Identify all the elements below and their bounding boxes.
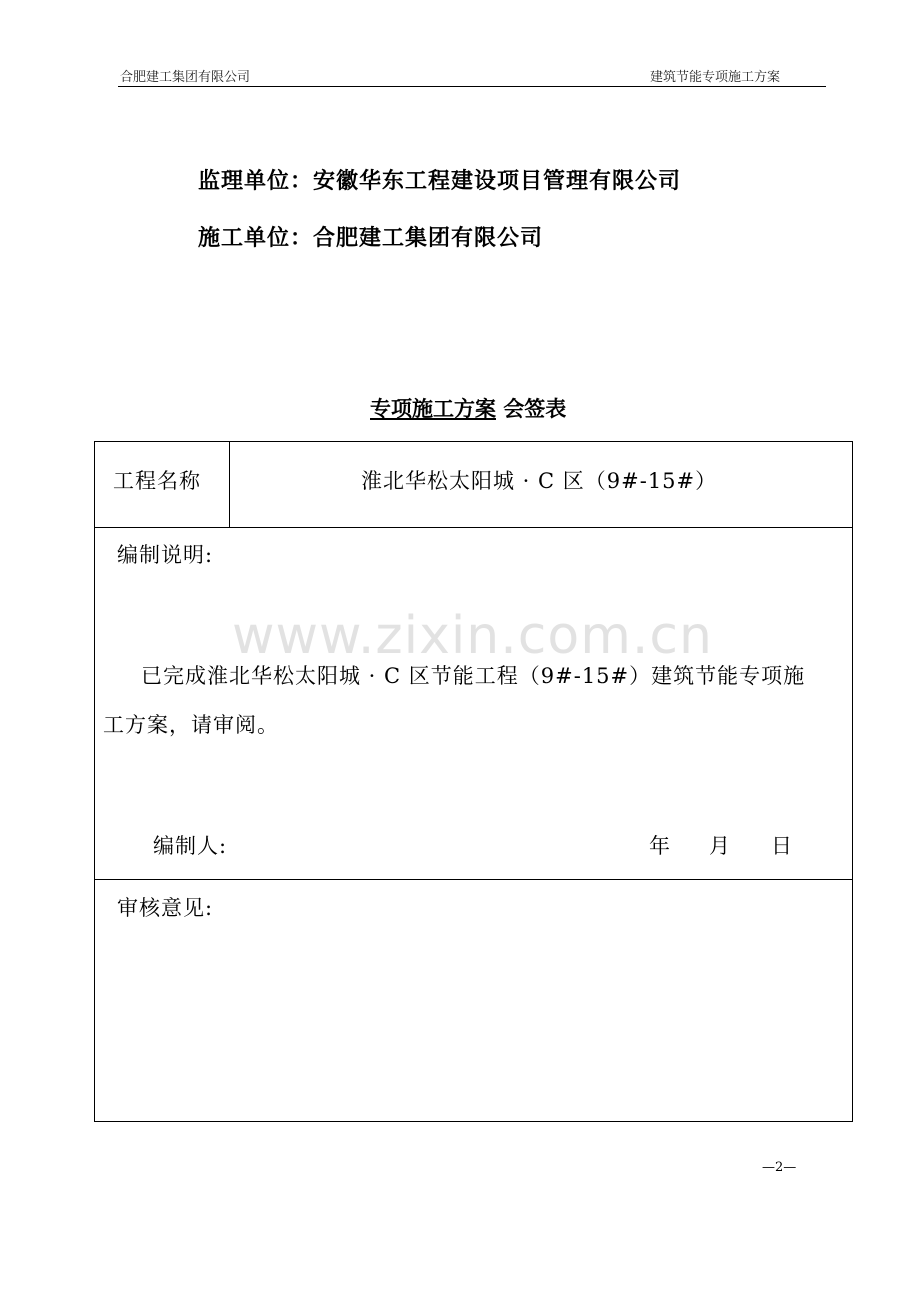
supervisor-unit: 监理单位：安徽华东工程建设项目管理有限公司 [198, 169, 682, 194]
date-day-label: 日 [771, 834, 793, 858]
project-name-label: 工程名称 [113, 469, 201, 493]
form-title-suffix: 会签表 [496, 397, 567, 421]
header-doc-title: 建筑节能专项施工方案 [650, 70, 781, 85]
author-label: 编制人: [153, 834, 228, 858]
page-number: —2— [762, 1160, 797, 1175]
header-divider [118, 86, 826, 87]
description-label: 编制说明: [117, 543, 214, 567]
description-text-line1: 已完成淮北华松太阳城 · C 区节能工程（9#-15#）建筑节能专项施 [141, 664, 806, 688]
review-opinion-label: 审核意见: [117, 896, 214, 920]
header-company: 合肥建工集团有限公司 [120, 70, 251, 85]
contractor-unit: 施工单位：合肥建工集团有限公司 [198, 226, 544, 251]
table-row-divider [95, 879, 852, 880]
date-year-label: 年 [649, 834, 671, 858]
description-text-line2: 工方案，请审阅。 [103, 713, 279, 737]
watermark: www.zixin.com.cn [232, 606, 713, 666]
date-month-label: 月 [709, 834, 731, 858]
form-title-main: 专项施工方案 [370, 397, 496, 421]
sign-off-table [94, 441, 853, 1122]
table-row-divider [95, 527, 852, 528]
table-column-divider [229, 442, 230, 527]
project-name-value: 淮北华松太阳城 · C 区（9#-15#） [361, 469, 718, 493]
form-title [342, 393, 566, 423]
